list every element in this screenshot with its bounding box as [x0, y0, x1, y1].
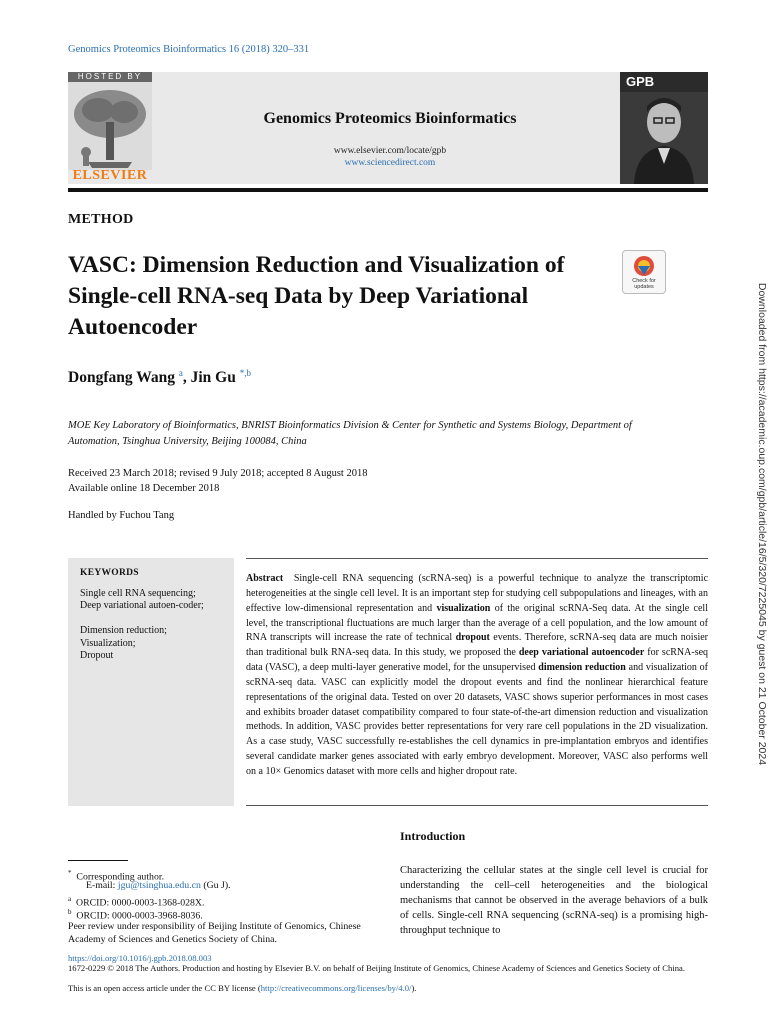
elsevier-wordmark: ELSEVIER: [72, 168, 148, 183]
footnote-rule: [68, 860, 128, 861]
keyword-item: Dropout: [80, 650, 114, 661]
elsevier-tree-logo-icon: [68, 82, 152, 170]
available-online-date: Available online 18 December 2018: [68, 483, 220, 494]
author-name: Jin Gu: [190, 369, 236, 387]
license-text: This is an open access article under the CC BY license (: [68, 983, 261, 993]
abstract-segment: Single-cell RNA sequencing (scRNA-seq) is a powerful technique to analyze the transcriptomic heterogeneities at the single cell level. It is an important step for studying cell subpopulations and lineages, with an effective low-dimensional representation and: [246, 573, 709, 614]
article-title: VASC: Dimension Reduction and Visualization of Single-cell RNA-seq Data by Deep Variational Autoencoder: [68, 252, 565, 340]
sciencedirect-link[interactable]: www.sciencedirect.com: [344, 158, 436, 168]
journal-title: Genomics Proteomics Bioinformatics: [263, 110, 517, 127]
footnote-text: (Gu J).: [203, 880, 231, 891]
footnote-text: ORCID: 0000-0003-1368-028X.: [76, 897, 205, 909]
keyword-item: Deep variational autoen-coder;: [80, 600, 204, 611]
keywords-heading: KEYWORDS: [80, 568, 139, 578]
license-link[interactable]: http://creativecommons.org/licenses/by/4.0/: [260, 983, 412, 993]
download-watermark: [755, 275, 768, 775]
footnote-text: Corresponding author.: [76, 871, 165, 883]
abstract-bold-term: deep variational autoencoder: [518, 647, 645, 659]
abstract-label: Abstract: [246, 573, 284, 584]
abstract-segment: of the original scRNA-Seq data. At the single cell level, the transcriptional fluctuations are much larger than the average of a cell population, and the low amount of RNA transcripts will increase the rate of technical: [246, 602, 708, 644]
footnote-text: ORCID: 0000-0003-3968-8036.: [76, 910, 203, 922]
abstract-bottom-rule: [246, 805, 708, 806]
footnote-email: [86, 880, 231, 893]
copyright-notice: 1672-0229 © 2018 The Authors. Production and hosting by Elsevier B.V. on behalf of Beijing Institute of Genomics, Chinese Academy of Sciences and Genetics Society of China.: [68, 963, 685, 973]
abstract-text: [246, 572, 708, 780]
author-affiliation-marker[interactable]: *,b: [239, 368, 251, 378]
email-link[interactable]: jgu@tsinghua.edu.cn: [117, 880, 201, 891]
peer-review-note: Peer review under responsibility of Beijing Institute of Genomics, Chinese Academy of Sciences and Genetics Society of China.: [68, 921, 361, 945]
license-notice: [68, 983, 416, 993]
cover-portrait-icon: [620, 72, 708, 184]
footnote-corresponding: * Corresponding author.: [68, 869, 165, 883]
keyword-item: Visualization;: [80, 638, 136, 649]
check-for-updates-button[interactable]: [622, 250, 666, 294]
introduction-heading: Introduction: [400, 829, 466, 843]
affiliation: MOE Key Laboratory of Bioinformatics, BNRIST Bioinformatics Division & Center for Synthetic and Systems Biology, Department of Automation, Tsinghua University, Beijing 100084, China: [68, 420, 632, 447]
handling-editor: Handled by Fuchou Tang: [68, 510, 175, 521]
introduction-text: Characterizing the cellular states at the single cell level is crucial for understanding the cell–cell heterogeneities and the biological mechanisms that cannot be observed in the average behaviors of a bulk of cells. Single-cell RNA sequencing (scRNA-seq) is a promising high-throughput technique to: [400, 865, 708, 936]
abstract-bold-term: dropout: [455, 632, 490, 644]
abstract-segment: and visualization of scRNA-seq data. VASC can explicitly model the dropout events and find the nonlinear hierarchical feature representations of the original data. Tested on over 20 datasets, VASC shows superior performances in most cases and exhibits broader dataset compatibility compared to four state-of-the-art dimension reduction and visualization methods. In addition, VASC provides better representations for very rare cell populations in the 2D visualization. As a case study, VASC successfully re-establishes the cell dynamics in pre-implantation embryos and identifies several candidate marker genes associated with early embryo development. Moreover, VASC also performs well on a 10× Genomics dataset with more cells and higher dropout rate.: [246, 662, 709, 777]
author-affiliation-marker[interactable]: a: [178, 368, 183, 378]
abstract-bold-term: visualization: [436, 602, 491, 614]
received-dates: Received 23 March 2018; revised 9 July 2018; accepted 8 August 2018: [68, 468, 368, 479]
keyword-item: Dimension reduction;: [80, 625, 167, 636]
hosted-by-label: HOSTED BY: [68, 72, 152, 82]
license-text: ).: [411, 983, 417, 993]
footnote-orcid-a: $^a$ ORCID: 0000-0003-1368-028X.: [68, 895, 205, 909]
footnote-orcid-b: $^b$ ORCID: 0000-0003-3968-8036.: [68, 908, 203, 922]
abstract-bold-term: dimension reduction: [538, 662, 626, 674]
abstract-segment: for scRNA-seq data (VASC), a deep multi-layer generative model, for the unsupervised: [246, 647, 709, 674]
journal-reference[interactable]: Genomics Proteomics Bioinformatics 16 (2018) 320–331: [68, 44, 310, 55]
abstract-segment: events. Therefore, scRNA-seq data are much noisier than traditional bulk RNA-seq data. In this study, we proposed the: [246, 632, 709, 659]
doi-link[interactable]: https://doi.org/10.1016/j.gpb.2018.08.003: [68, 953, 212, 963]
journal-cover-image: [620, 72, 708, 184]
cover-label: GPB: [626, 74, 655, 89]
footnote-text: E-mail:: [86, 880, 116, 891]
article-section-label: METHOD: [68, 212, 134, 227]
abstract-top-rule: [246, 558, 708, 559]
author-list: Dongfang Wang $^a$, Jin Gu $^{*,b}$: [68, 368, 251, 387]
crossmark-label: Check for updates: [632, 278, 656, 290]
keyword-item: Single cell RNA sequencing;: [80, 588, 196, 599]
journal-url[interactable]: www.elsevier.com/locate/gpb: [333, 146, 447, 156]
author-name: Dongfang Wang: [68, 369, 175, 387]
download-watermark-text: Downloaded from https://academic.oup.com/gpb/article/16/5/320/7225045 by guest on 21 October 2024: [756, 282, 768, 766]
article-dates: [68, 466, 367, 496]
header-rule: [68, 188, 708, 192]
